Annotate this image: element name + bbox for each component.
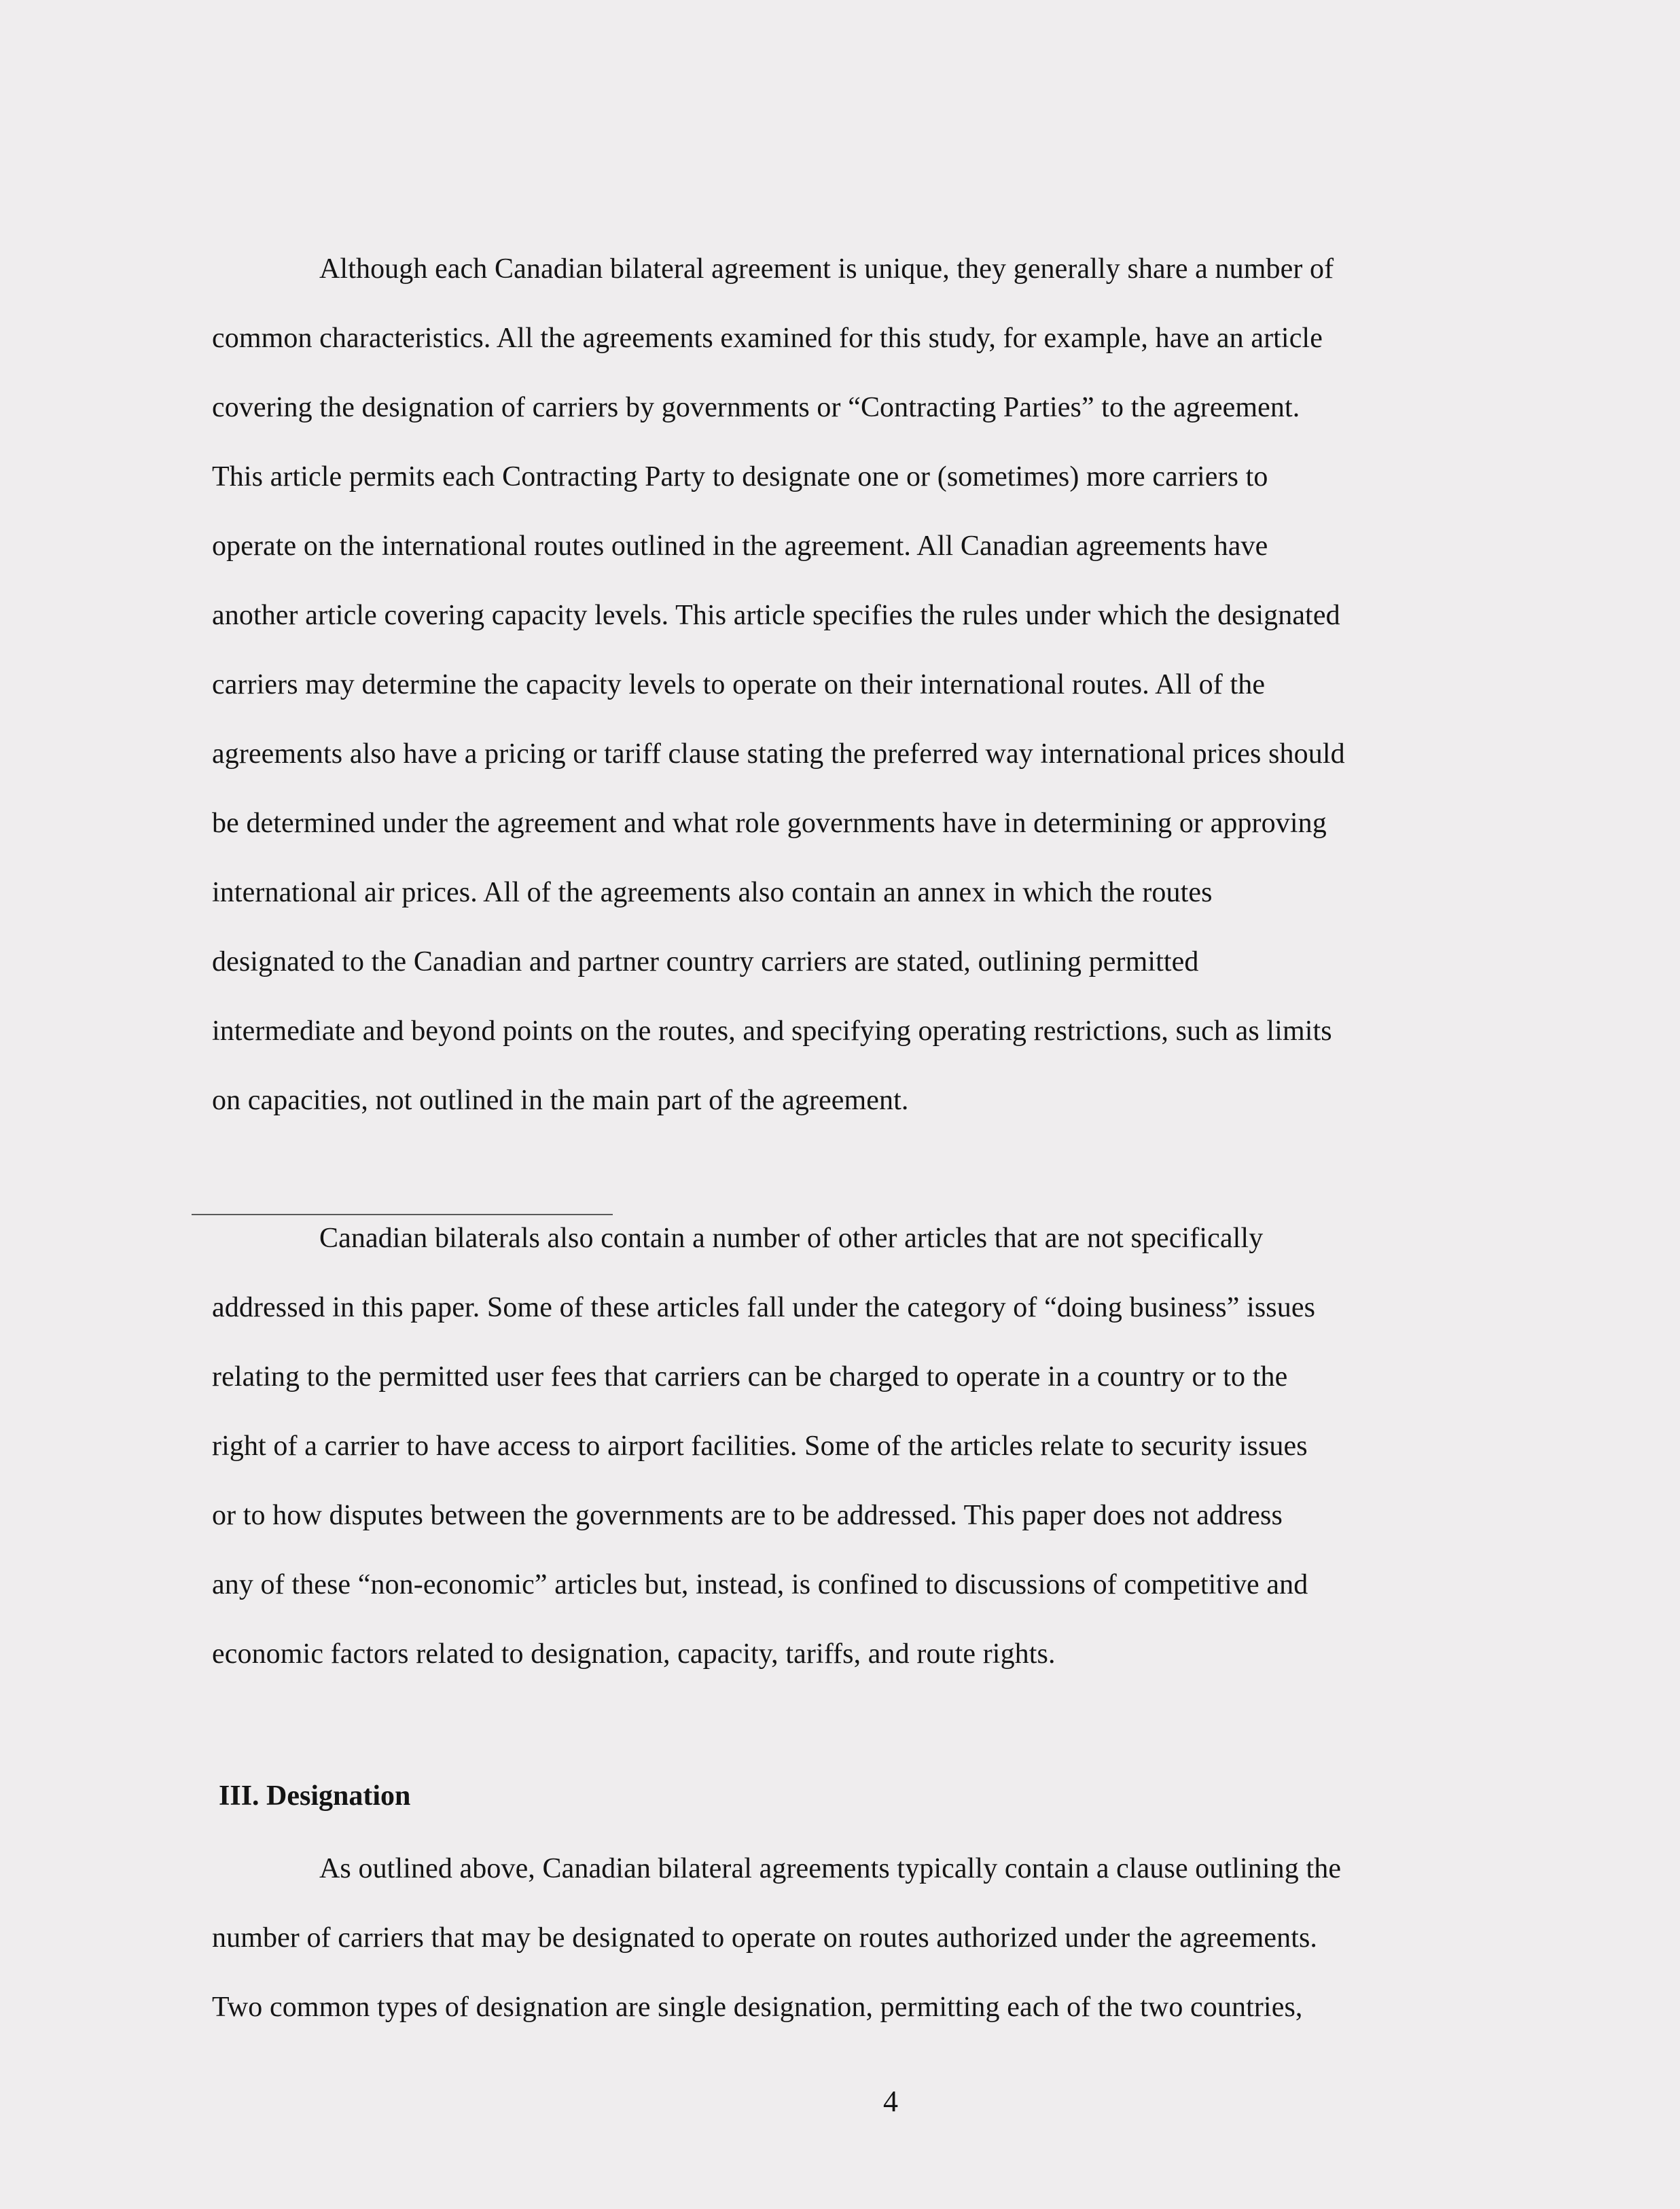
text-line: operate on the international routes outlined in the agreement. All Canadian agreements have xyxy=(212,531,1268,562)
text-line: international air prices. All of the agreements also contain an annex in which the routes xyxy=(212,877,1213,908)
text-line: be determined under the agreement and what role governments have in determining or approving xyxy=(212,808,1327,839)
text-line: As outlined above, Canadian bilateral agreements typically contain a clause outlining the xyxy=(319,1853,1342,1884)
paragraph-other-articles xyxy=(212,1204,1569,1689)
text-line: intermediate and beyond points on the routes, and specifying operating restrictions, such as limits xyxy=(212,1016,1332,1047)
text-line: Although each Canadian bilateral agreement is unique, they generally share a number of xyxy=(319,253,1334,285)
text-line: or to how disputes between the governments are to be addressed. This paper does not address xyxy=(212,1500,1283,1531)
text-line: designated to the Canadian and partner country carriers are stated, outlining permitted xyxy=(212,946,1199,977)
text-line: another article covering capacity levels. This article specifies the rules under which the designated xyxy=(212,600,1340,631)
text-line: on capacities, not outlined in the main part of the agreement. xyxy=(212,1085,909,1116)
paragraph-designation xyxy=(212,1834,1569,2042)
text-line: agreements also have a pricing or tariff clause stating the preferred way international prices should xyxy=(212,738,1345,770)
text-line: Canadian bilaterals also contain a number of other articles that are not specifically xyxy=(319,1223,1264,1254)
text-line: any of these “non-economic” articles but, instead, is confined to discussions of competitive and xyxy=(212,1569,1308,1600)
page-number: 4 xyxy=(883,2085,898,2118)
text-line: covering the designation of carriers by governments or “Contracting Parties” to the agreement. xyxy=(212,392,1300,423)
text-line: Two common types of designation are single designation, permitting each of the two countries, xyxy=(212,1992,1303,2023)
text-line: right of a carrier to have access to airport facilities. Some of the articles relate to security issues xyxy=(212,1431,1308,1462)
section-heading: III. Designation xyxy=(219,1780,411,1812)
text-line: common characteristics. All the agreements examined for this study, for example, have an article xyxy=(212,323,1323,354)
text-line: number of carriers that may be designated to operate on routes authorized under the agreements. xyxy=(212,1922,1318,1954)
text-line: carriers may determine the capacity levels to operate on their international routes. All of the xyxy=(212,669,1266,700)
text-line: economic factors related to designation, capacity, tariffs, and route rights. xyxy=(212,1638,1056,1670)
text-line: addressed in this paper. Some of these articles fall under the category of “doing business” issues xyxy=(212,1292,1316,1323)
text-line: This article permits each Contracting Party to designate one or (sometimes) more carriers to xyxy=(212,461,1268,492)
paragraph-characteristics xyxy=(212,234,1569,1135)
text-line: relating to the permitted user fees that carriers can be charged to operate in a country or to the xyxy=(212,1361,1288,1393)
